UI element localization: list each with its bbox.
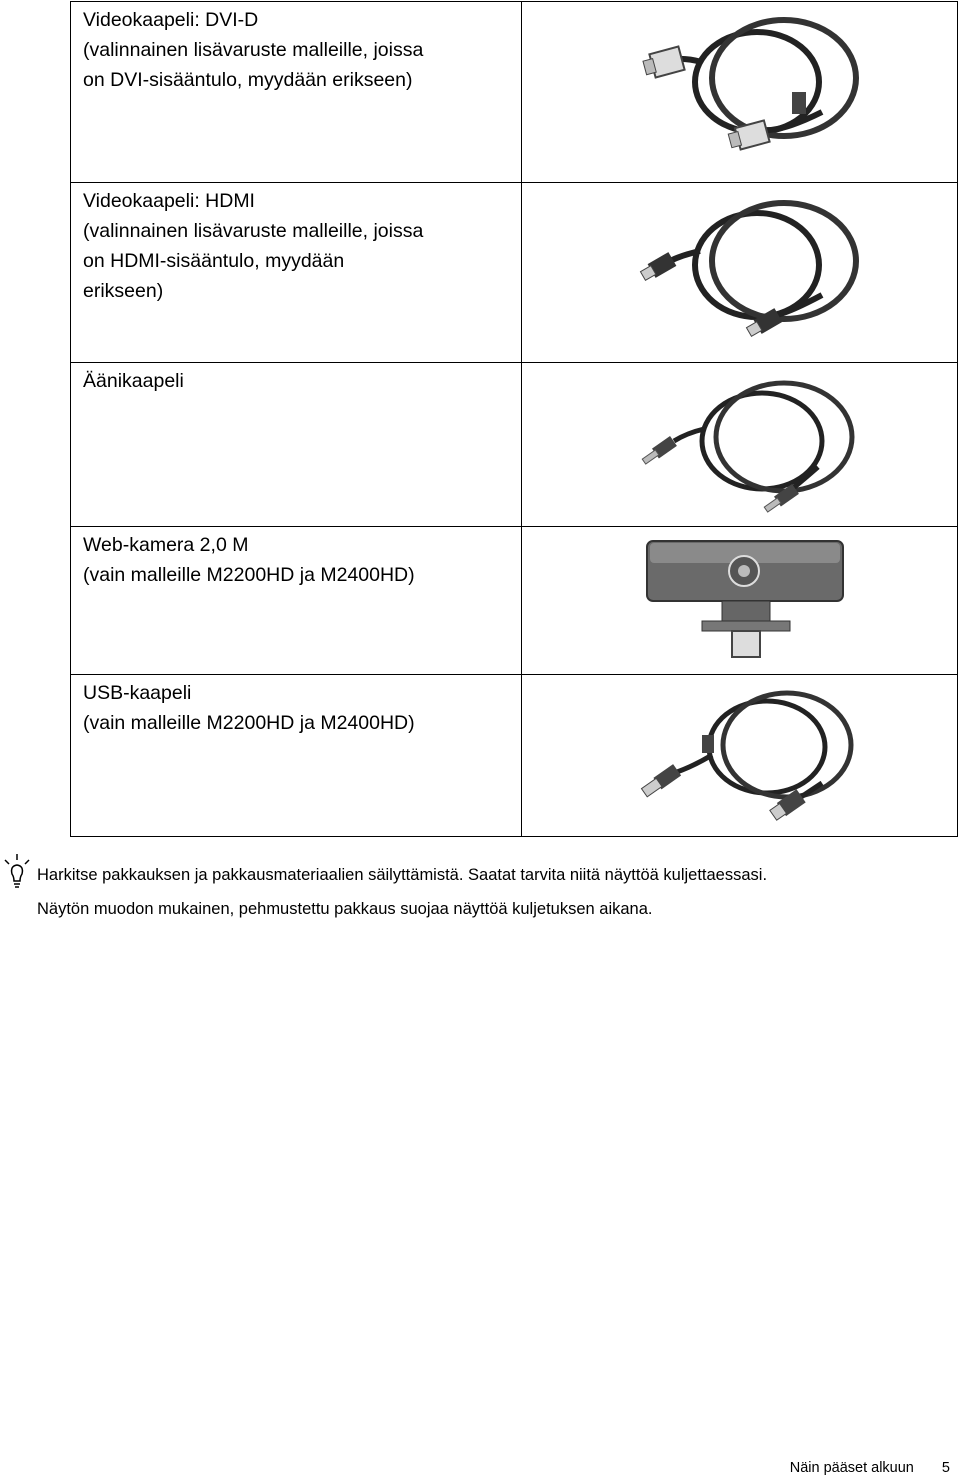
item-label: Videokaapeli: HDMI (valinnainen lisävaruste malleille, joissa on HDMI-sisääntulo, myydään erikseen) [83, 190, 424, 302]
item-label: Äänikaapeli [83, 370, 184, 392]
item-image-cell [522, 527, 958, 675]
dvi-cable-image [522, 2, 960, 182]
item-label-cell [71, 2, 522, 183]
item-image-cell [522, 2, 958, 183]
item-label-cell [71, 527, 522, 675]
item-label-cell [71, 675, 522, 837]
table-row [71, 183, 958, 363]
table-row [71, 363, 958, 527]
table-row [71, 2, 958, 183]
item-label: Videokaapeli: DVI-D (valinnainen lisävaruste malleille, joissa on DVI-sisääntulo, myydään erikseen) [83, 9, 424, 91]
note-line-1: Harkitse pakkauksen ja pakkausmateriaalien säilyttämistä. Saatat tarvita niitä näyttöä kuljettaessasi. [37, 866, 768, 884]
table-row [71, 675, 958, 837]
lightbulb-icon [2, 852, 32, 892]
page-footer [790, 1460, 950, 1476]
item-label: USB-kaapeli (vain malleille M2200HD ja M2400HD) [83, 682, 415, 734]
item-image-cell [522, 183, 958, 363]
footer-section: Näin pääset alkuun [789, 1460, 914, 1476]
package-contents-table [70, 1, 958, 837]
hdmi-cable-image [522, 183, 960, 363]
item-label-cell [71, 363, 522, 527]
webcam-image [522, 527, 960, 675]
item-label: Web-kamera 2,0 M (vain malleille M2200HD ja M2400HD) [83, 534, 415, 586]
item-label-cell [71, 183, 522, 363]
usb-cable-image [522, 675, 960, 837]
note-line-2: Näytön muodon mukainen, pehmustettu pakkaus suojaa näyttöä kuljetuksen aikana. [37, 900, 653, 918]
page-number: 5 [941, 1460, 950, 1476]
audio-cable-image [522, 363, 960, 527]
table-row [71, 527, 958, 675]
item-image-cell [522, 363, 958, 527]
item-image-cell [522, 675, 958, 837]
